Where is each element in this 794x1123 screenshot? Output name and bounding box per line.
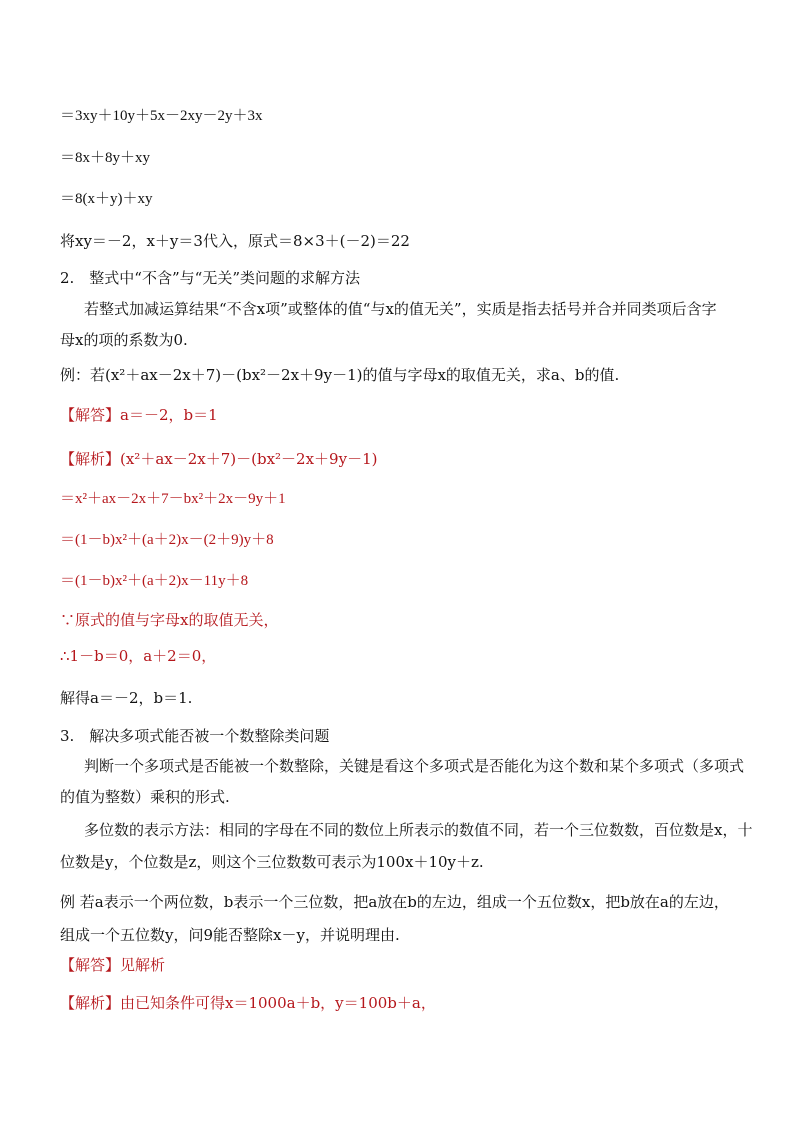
expression-line-1: ＝3xy＋10y＋5x－2xy－2y＋3x (60, 108, 263, 124)
section-heading-3: 3. 解决多项式能否被一个数整除类问题 (60, 727, 330, 745)
substitution-line: 将xy＝－2，x＋y＝3代入，原式＝8×3＋(－2)＝22 (60, 232, 410, 250)
section-heading-2: 2. 整式中“不含”与“无关”类问题的求解方法 (60, 269, 360, 287)
analysis-2-because: ∵原式的值与字母x的取值无关， (60, 611, 279, 629)
paragraph-2-line-2: 母x的项的系数为0. (60, 331, 188, 349)
answer-3: 【解答】见解析 (60, 956, 166, 974)
analysis-2-line-1: 【解析】(x²＋ax－2x＋7)－(bx²－2x＋9y－1) (60, 450, 378, 468)
analysis-2-result: 解得a＝－2，b＝1. (60, 689, 193, 707)
example-3-line-1: 例 若a表示一个两位数，b表示一个三位数，把a放在b的左边，组成一个五位数x，把b放在a的左边， (60, 893, 729, 911)
paragraph-2-line-1: 若整式加减运算结果“不含x项”或整体的值“与x的值无关”，实质是指去括号并合并同类项后含字 (84, 300, 717, 318)
paragraph-3-line-2: 的值为整数）乘积的形式. (60, 788, 230, 806)
answer-2: 【解答】a＝－2，b＝1 (60, 406, 218, 424)
expression-line-3: ＝8(x＋y)＋xy (60, 191, 153, 207)
paragraph-3-line-1: 判断一个多项式是否能被一个数整除，关键是看这个多项式是否能化为这个数和某个多项式（多项式 (84, 757, 745, 775)
analysis-3-line-1: 【解析】由已知条件可得x＝1000a＋b，y＝100b＋a， (60, 994, 436, 1012)
example-3-line-2: 组成一个五位数y，问9能否整除x－y，并说明理由. (60, 926, 400, 944)
expression-line-2: ＝8x＋8y＋xy (60, 150, 151, 166)
analysis-2-line-4: ＝(1－b)x²＋(a＋2)x－11y＋8 (60, 573, 249, 589)
analysis-2-line-2: ＝x²＋ax－2x＋7－bx²＋2x－9y＋1 (60, 491, 286, 507)
analysis-2-therefore: ∴1－b＝0，a＋2＝0， (60, 647, 217, 665)
analysis-2-line-3: ＝(1－b)x²＋(a＋2)x－(2＋9)y＋8 (60, 532, 274, 548)
example-2-question: 例：若(x²＋ax－2x＋7)－(bx²－2x＋9y－1)的值与字母x的取值无关，求a、b的值. (60, 366, 620, 384)
paragraph-3b-line-2: 位数是y，个位数是z，则这个三位数数可表示为100x＋10y＋z. (60, 853, 484, 871)
paragraph-3b-line-1: 多位数的表示方法：相同的字母在不同的数位上所表示的数值不同，若一个三位数数，百位数是x，十 (84, 821, 753, 839)
